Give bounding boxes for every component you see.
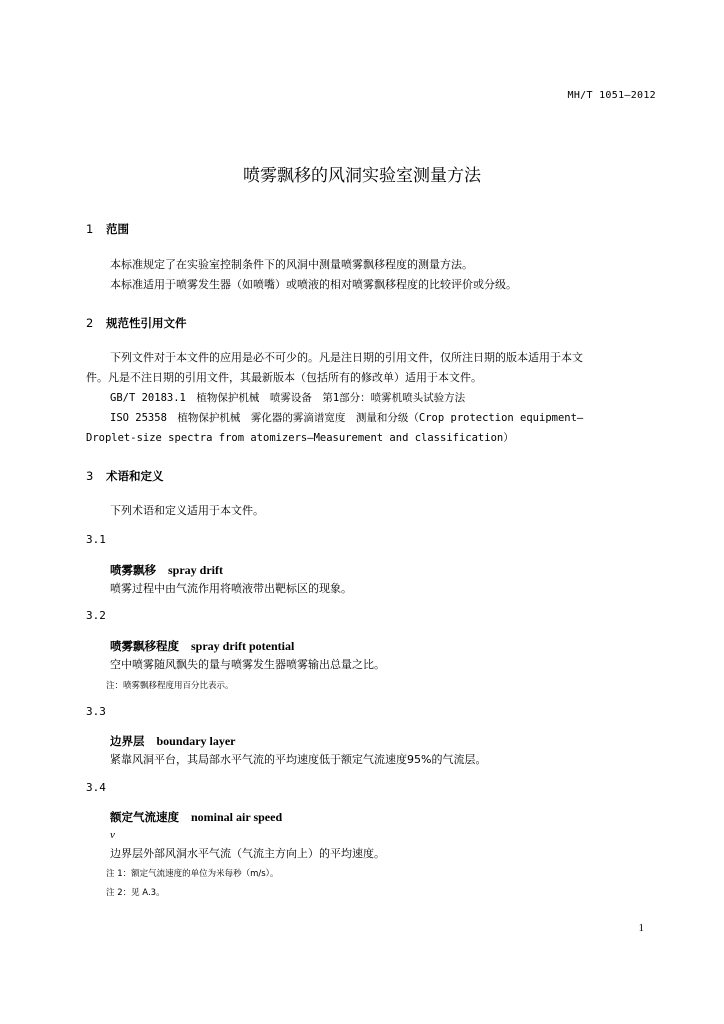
- paragraph: 本标准规定了在实验室控制条件下的风洞中测量喷雾飘移程度的测量方法。: [110, 258, 473, 271]
- section-1-body: [86, 255, 656, 295]
- section-title: 范围: [106, 222, 129, 236]
- term-definition: 紧靠风洞平台，其局部水平气流的平均速度低于额定气流速度95%的气流层。: [110, 753, 487, 766]
- term-note: 注 2：见 A.3。: [106, 888, 165, 898]
- page-number: 1: [638, 922, 644, 934]
- term-definition: 喷雾过程中由气流作用将喷液带出靶标区的现象。: [110, 582, 352, 595]
- section-title: 规范性引用文件: [106, 316, 187, 330]
- term-name-cn: 边界层: [110, 734, 145, 748]
- section-2: [86, 315, 656, 331]
- document-title: 喷雾飘移的风洞实验室测量方法: [243, 166, 481, 186]
- term-definition: 空中喷雾随风飘失的量与喷雾发生器喷雾输出总量之比。: [110, 658, 385, 671]
- section-3: [86, 468, 656, 484]
- section-3-body: [86, 501, 656, 521]
- term-name-en: boundary layer: [156, 734, 236, 748]
- standard-code: MH/T 1051—2012: [567, 90, 656, 101]
- normative-reference: GB/T 20183.1 植物保护机械 喷雾设备 第1部分：喷雾机喷头试验方法: [110, 392, 466, 404]
- term-definition: 边界层外部风洞水平气流（气流主方向上）的平均速度。: [110, 847, 385, 860]
- term-3-3: [86, 731, 680, 770]
- term-symbol: v: [110, 829, 115, 841]
- term-3-1: [86, 560, 680, 599]
- term-name-cn: 喷雾飘移程度: [110, 639, 179, 653]
- term-3-4: [86, 807, 680, 864]
- paragraph: 本标准适用于喷雾发生器（如喷嘴）或喷液的相对喷雾飘移程度的比较评价或分级。: [110, 278, 517, 291]
- term-number: 3.2: [86, 609, 106, 622]
- normative-reference-continued: Droplet-size spectra from atomizers—Measurement and classification）: [86, 432, 514, 444]
- section-number: 1: [86, 222, 94, 236]
- section-1: [86, 221, 656, 237]
- term-number: 3.1: [86, 533, 106, 546]
- term-3-2: [86, 636, 680, 675]
- term-name-en: spray drift potential: [191, 639, 295, 653]
- paragraph-line: 下列文件对于本文件的应用是必不可少的。凡是注日期的引用文件，仅所注日期的版本适用于本文: [110, 351, 583, 364]
- term-name-cn: 额定气流速度: [110, 810, 179, 824]
- term-note: 注 1：额定气流速度的单位为米每秒（m/s）。: [106, 869, 279, 879]
- term-name-cn: 喷雾飘移: [110, 563, 156, 577]
- section-number: 2: [86, 316, 94, 330]
- term-number: 3.4: [86, 781, 106, 794]
- term-name-en: nominal air speed: [191, 810, 283, 824]
- normative-reference: ISO 25358 植物保护机械 雾化器的雾滴谱宽度 测量和分级（Crop protection equipment—: [110, 412, 584, 424]
- section-title: 术语和定义: [106, 469, 164, 483]
- section-1-heading: [86, 221, 656, 237]
- paragraph: 下列术语和定义适用于本文件。: [110, 504, 264, 517]
- section-3-heading: [86, 468, 656, 484]
- section-number: 3: [86, 469, 94, 483]
- term-note: 注：喷雾飘移程度用百分比表示。: [106, 681, 234, 691]
- paragraph-line: 件。凡是不注日期的引用文件，其最新版本（包括所有的修改单）适用于本文件。: [86, 371, 482, 384]
- section-2-body: [86, 348, 661, 448]
- term-name-en: spray drift: [168, 563, 223, 577]
- section-2-heading: [86, 315, 656, 331]
- term-number: 3.3: [86, 705, 106, 718]
